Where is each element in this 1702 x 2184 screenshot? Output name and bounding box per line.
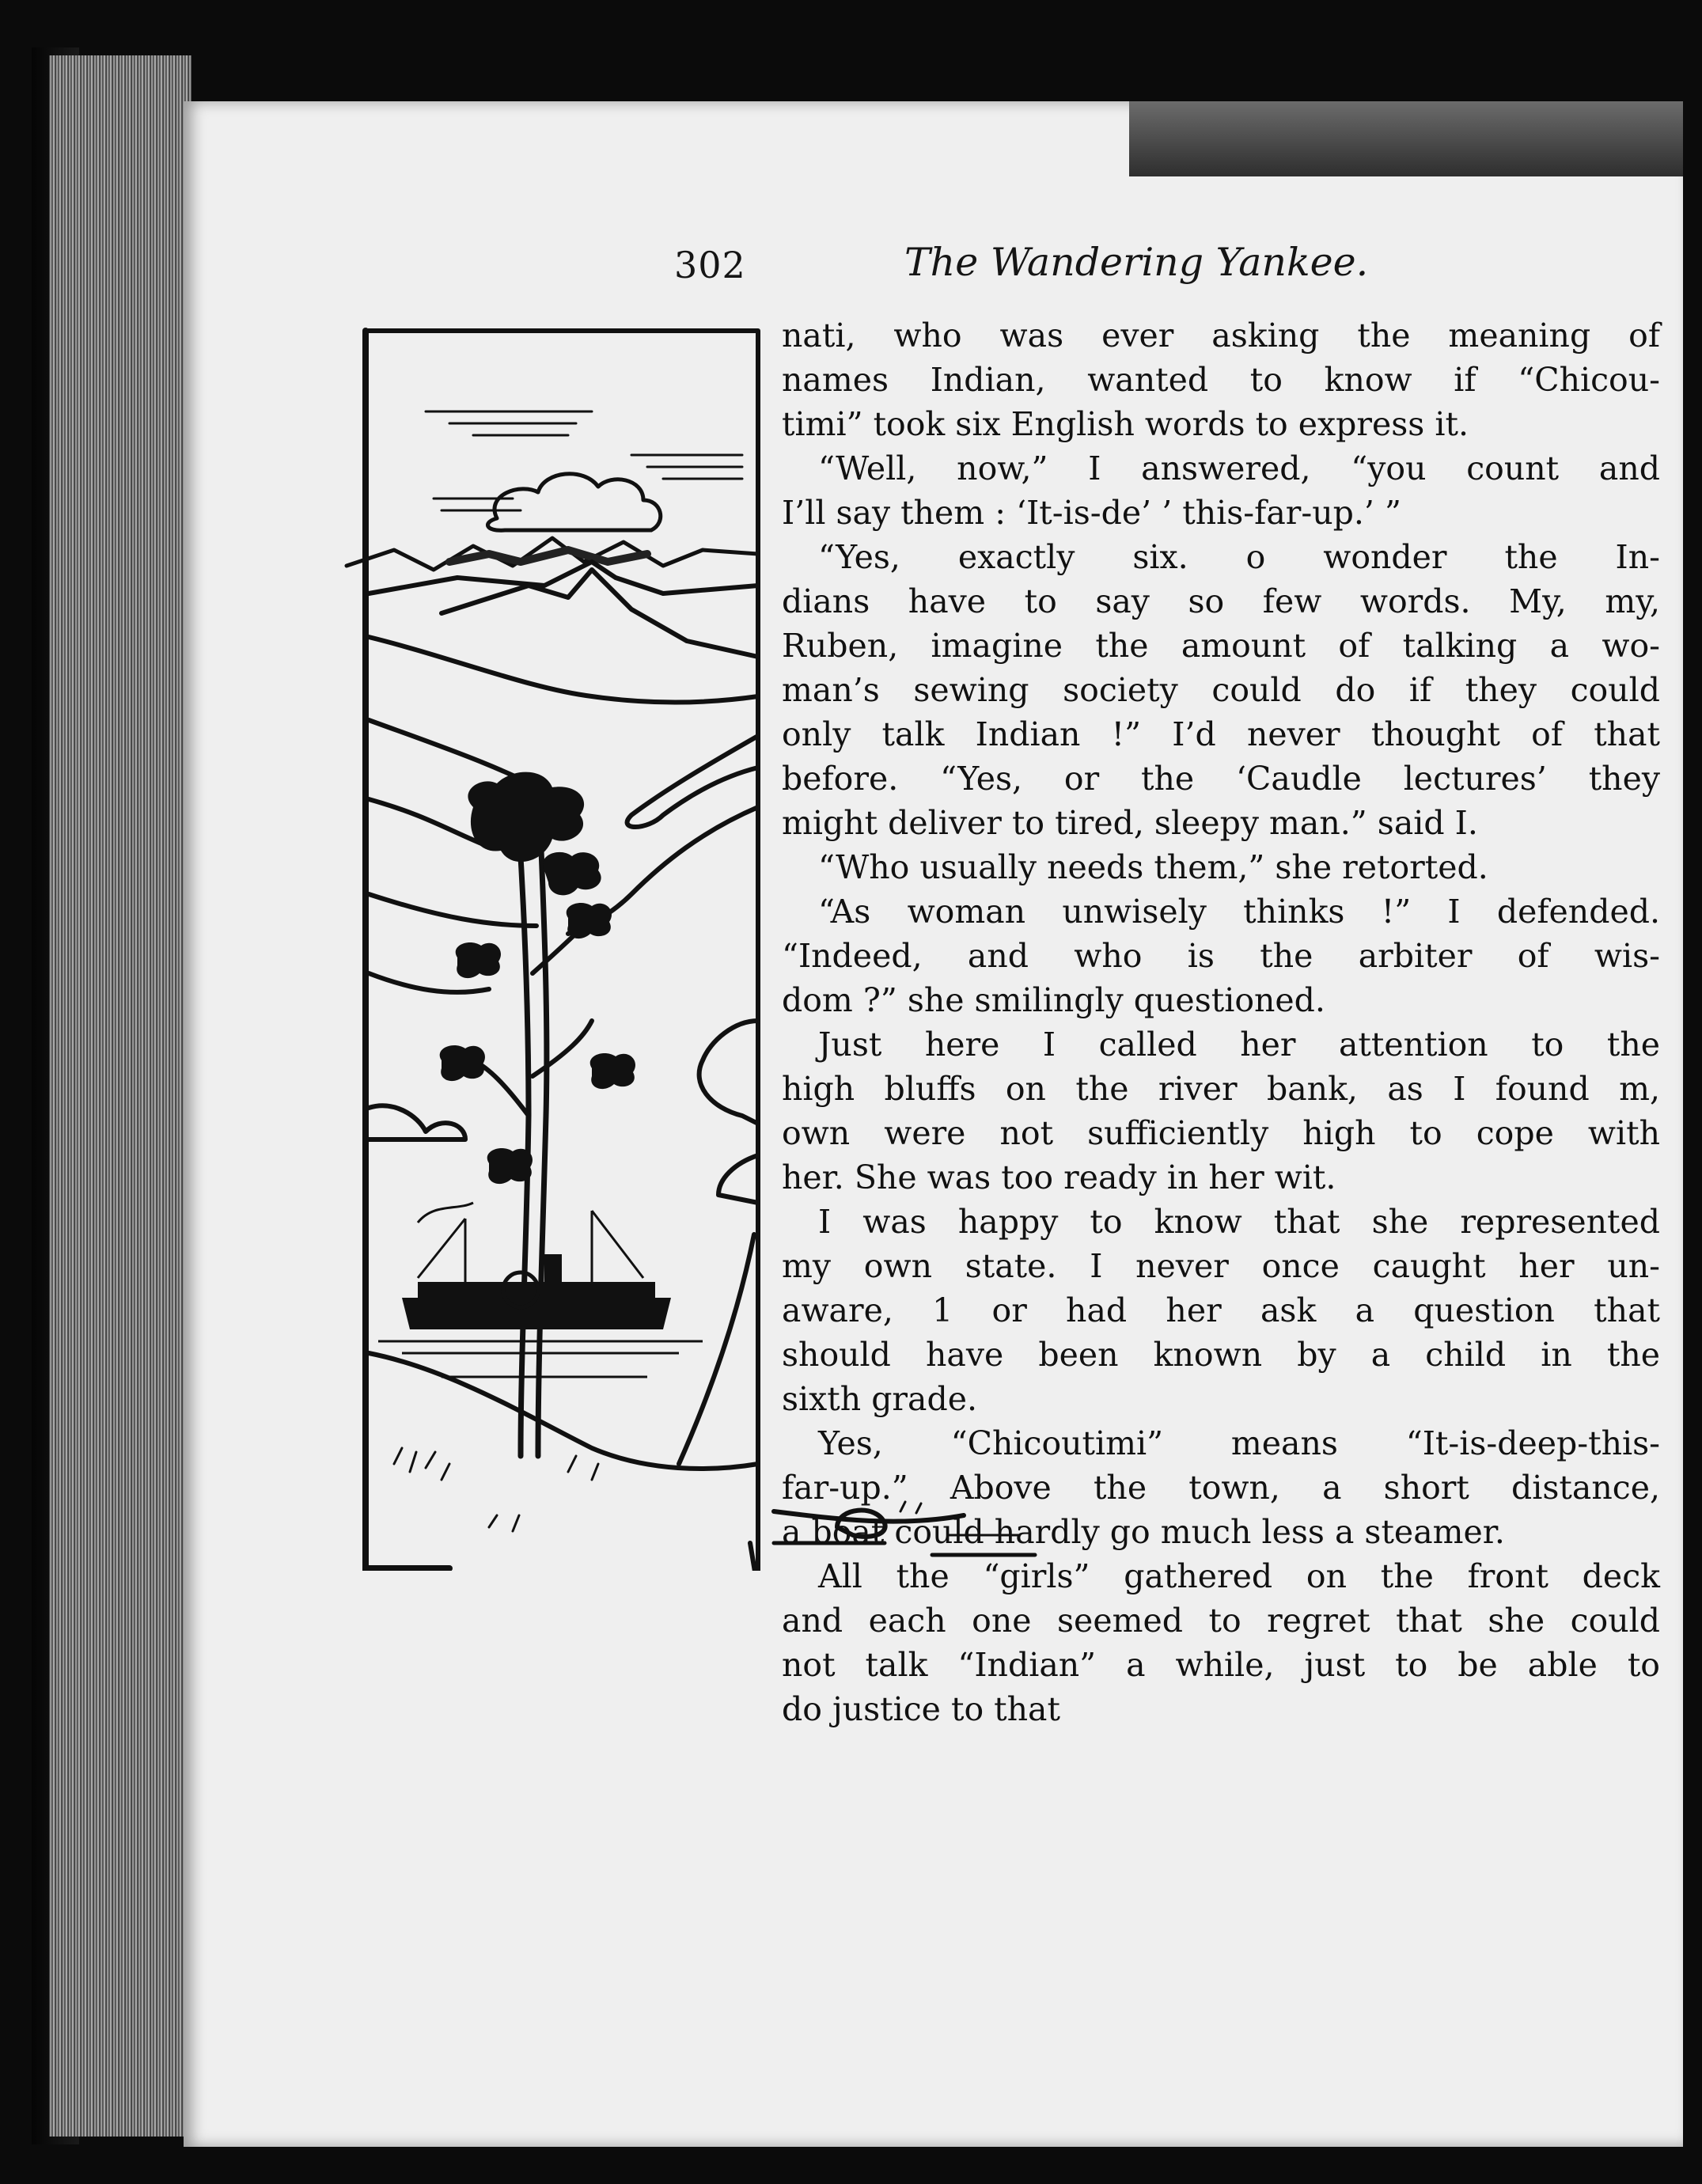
text-line: before. “Yes, or the ‘Caudle lectures’ they xyxy=(782,760,1660,798)
text-line: might deliver to tired, sleepy man.” said I. xyxy=(782,804,1478,842)
text-line: man’s sewing society could do if they could xyxy=(782,671,1660,709)
text-line: not talk “Indian” a while, just to be able to xyxy=(782,1646,1660,1684)
text-line: “Indeed, and who is the arbiter of wis- xyxy=(782,937,1660,975)
text-line: I was happy to know that she represented xyxy=(818,1203,1660,1241)
text-line: do justice to that xyxy=(782,1690,1060,1728)
text-line: Just here I called her attention to the xyxy=(818,1026,1660,1064)
text-line: and each one seemed to regret that she could xyxy=(782,1602,1660,1640)
illustration-frame xyxy=(366,331,758,1571)
page-edges xyxy=(49,55,191,2137)
text-line: dians have to say so few words. My, my, xyxy=(782,582,1660,620)
body-text xyxy=(782,313,1660,1731)
tree-foliage xyxy=(468,772,584,863)
text-line: high bluffs on the river bank, as I found m, xyxy=(782,1070,1660,1108)
text-line: timi” took six English words to express it. xyxy=(782,405,1469,443)
text-line: “Yes, exactly six. o wonder the In- xyxy=(818,538,1660,576)
bluff-shape xyxy=(699,1021,758,1124)
text-line: far-up.” Above the town, a short distance, xyxy=(782,1469,1660,1507)
text-line: “As woman unwisely thinks !” I defended. xyxy=(818,893,1660,931)
text-line: own were not sufficiently high to cope with xyxy=(782,1114,1660,1152)
text-line: Ruben, imagine the amount of talking a wo- xyxy=(782,627,1660,665)
running-head: The Wandering Yankee. xyxy=(904,240,1369,285)
text-line: her. She was too ready in her wit. xyxy=(782,1158,1336,1196)
background-corner xyxy=(1129,101,1683,176)
page-number: 302 xyxy=(674,244,746,286)
text-line: a boat could hardly go much less a steamer. xyxy=(782,1513,1505,1551)
text-line: All the “girls” gathered on the front deck xyxy=(818,1557,1660,1595)
text-line: only talk Indian !” I’d never thought of that xyxy=(782,715,1660,753)
text-line: sixth grade. xyxy=(782,1380,978,1418)
text-line: aware, 1 or had her ask a question that xyxy=(782,1291,1660,1329)
text-line: should have been known by a child in the xyxy=(782,1336,1660,1374)
text-line: I’ll say them : ‘It-is-de’ ’ this-far-up.’ ” xyxy=(782,494,1401,532)
text-line: Yes, “Chicoutimi” means “It-is-deep-this- xyxy=(818,1424,1660,1462)
cloud-shape xyxy=(488,474,661,530)
steamer-hull xyxy=(402,1298,671,1329)
text-line: my own state. I never once caught her un- xyxy=(782,1247,1660,1285)
text-line: nati, who was ever asking the meaning of xyxy=(782,317,1660,355)
text-line: dom ?” she smilingly questioned. xyxy=(782,981,1325,1019)
text-line: names Indian, wanted to know if “Chicou- xyxy=(782,361,1660,399)
text-line: “Well, now,” I answered, “you count and xyxy=(818,449,1660,487)
text-line: “Who usually needs them,” she retorted. xyxy=(818,848,1488,886)
